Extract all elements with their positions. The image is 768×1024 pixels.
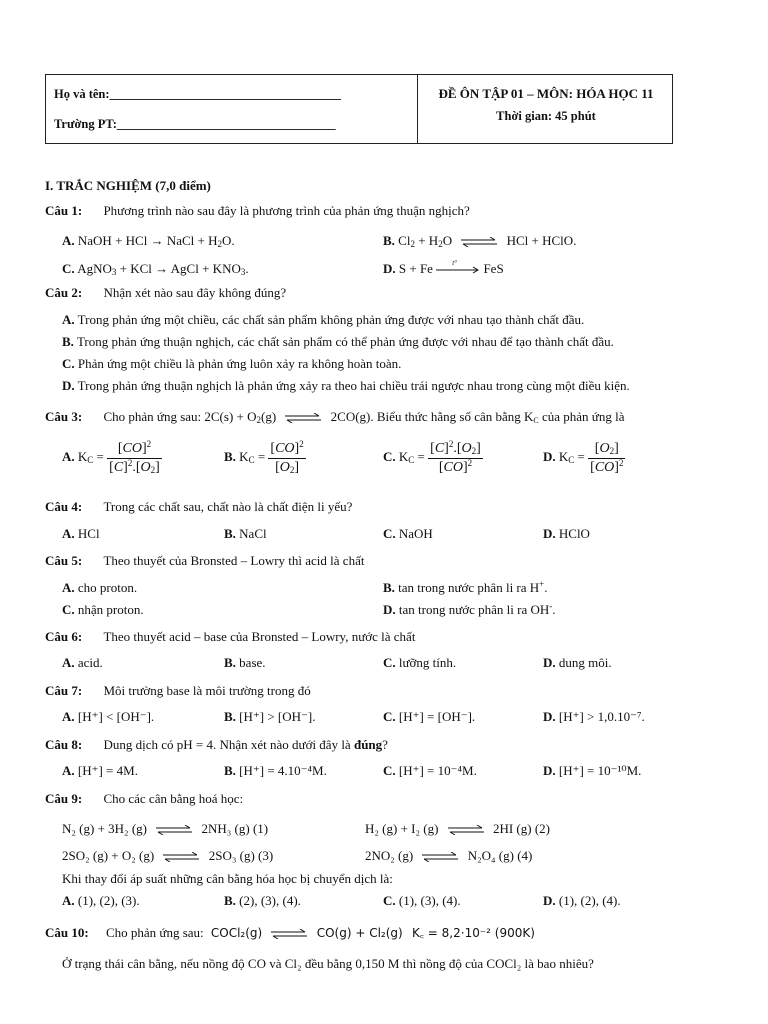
reactants-mid: + KCl [116, 261, 152, 276]
k-symbol: K [558, 449, 569, 464]
option-2c[interactable] [62, 356, 401, 371]
question-number: Câu 2: [45, 285, 83, 300]
option-text: [H⁺] > 1,0.10⁻⁷. [558, 709, 645, 724]
question-number: Câu 1: [45, 203, 83, 218]
option-letter: C. [62, 356, 75, 371]
kc-fraction: $\frac{[CO]^2}{[C]^2.[O_2]}$ [109, 438, 160, 475]
option-letter: A. [62, 763, 75, 778]
option-text: HClO [558, 526, 590, 541]
option-5a[interactable] [62, 580, 137, 595]
name-field[interactable] [54, 87, 341, 102]
option-letter: A. [62, 449, 75, 464]
products: AgCl + KNO [170, 261, 241, 276]
condition-label: t° [452, 259, 457, 268]
option-8b[interactable] [224, 763, 327, 778]
option-3a[interactable] [62, 438, 162, 476]
option-letter: B. [224, 763, 236, 778]
reactants-tail: O [442, 233, 453, 248]
question-text-4: của phản ứng là [538, 409, 625, 424]
option-letter: B. [383, 580, 395, 595]
option-letter: D. [383, 261, 396, 276]
question-text: Phương trình nào sau đây là phương trình của phản ứng thuận nghịch? [103, 203, 470, 218]
option-7a[interactable] [62, 709, 154, 724]
option-letter: A. [62, 312, 75, 327]
option-text: base. [239, 655, 266, 670]
option-text: (1), (2), (3). [77, 893, 140, 908]
option-9c[interactable] [383, 893, 461, 908]
option-text: acid. [77, 655, 103, 670]
option-letter: B. [383, 233, 395, 248]
reactants: NaOH + HCl [77, 233, 148, 248]
question-number: Câu 5: [45, 553, 83, 568]
question-text-3: 2CO(g). Biểu thức hằng số cân bằng K [330, 409, 534, 424]
equilibrium-arrow-icon [420, 852, 460, 862]
question-9 [45, 791, 243, 806]
question-text: Dung dịch có pH = 4. Nhận xét nào dưới đây là [103, 737, 354, 752]
equation-right: 2NH₃ (g) (1) [201, 821, 269, 836]
equilibrium-4 [365, 848, 532, 863]
question-text: Môi trường base là môi trường trong đó [103, 683, 311, 698]
option-3b[interactable] [224, 438, 306, 476]
option-letter: C. [383, 449, 396, 464]
reactants: Cl [398, 233, 411, 248]
question-text-2: (g) [261, 409, 277, 424]
question-text: Theo thuyết của Bronsted – Lowry thì acid là chất [103, 553, 365, 568]
option-text: [H⁺] > [OH⁻]. [239, 709, 316, 724]
question-text: Cho các cân bằng hoá học: [103, 791, 244, 806]
question-number: Câu 4: [45, 499, 83, 514]
option-8c[interactable] [383, 763, 477, 778]
option-letter: D. [543, 449, 556, 464]
option-6d[interactable] [543, 655, 612, 670]
option-text: [H⁺] = 10⁻¹⁰M. [558, 763, 642, 778]
equation-left: 2SO₂ (g) + O₂ (g) [62, 848, 155, 863]
reactants-mid: + H [414, 233, 439, 248]
equilibrium-arrow-icon [154, 825, 194, 835]
option-4a[interactable] [62, 526, 100, 541]
question-9-prompt: Khi thay đổi áp suất những cân bằng hóa học bị chuyển dịch là: [62, 871, 393, 886]
question-text: Cho phản ứng sau: 2C(s) + O [103, 409, 257, 424]
question-number: Câu 7: [45, 683, 83, 698]
right-arrow-icon: → [150, 233, 164, 248]
products-tail: . [245, 261, 249, 276]
question-4 [45, 499, 352, 514]
option-7c[interactable] [383, 709, 475, 724]
option-9b[interactable] [224, 893, 301, 908]
question-1 [45, 203, 470, 218]
option-letter: D. [383, 602, 396, 617]
equilibrium-2 [365, 821, 550, 836]
option-letter: B. [224, 449, 236, 464]
option-letter: B. [224, 893, 236, 908]
equation-left: COCl₂(g) [210, 926, 263, 940]
exam-time: Thời gian: 45 phút [496, 109, 596, 123]
equals-sign: = [93, 449, 104, 464]
option-text: [H⁺] = 4M. [77, 763, 138, 778]
kc-value: K꜀ = 8,2·10⁻² (900K) [411, 926, 535, 940]
option-1b[interactable]: B. $Cl_2 + H_2O$ HCl + HClO. [383, 233, 577, 249]
option-text: Phản ứng một chiều là phản ứng luôn xảy ra không hoàn toàn. [77, 356, 402, 371]
question-5 [45, 553, 364, 568]
equals-sign: = [414, 449, 425, 464]
school-label: Trường PT: [54, 117, 117, 131]
option-text: [H⁺] < [OH⁻]. [77, 709, 155, 724]
kc-subscript: C [533, 416, 539, 425]
k-symbol: K [239, 449, 249, 464]
question-8 [45, 737, 388, 752]
question-emphasis: đúng [353, 737, 383, 752]
option-6b[interactable] [224, 655, 266, 670]
equation-left: N₂ (g) + 3H₂ (g) [62, 821, 147, 836]
option-7d[interactable] [543, 709, 645, 724]
name-label: Họ và tên: [54, 87, 110, 101]
header-box [45, 74, 673, 144]
option-1a[interactable]: A. NaOH + HCl → NaCl + $H_2O$. [62, 233, 235, 249]
option-4b[interactable] [224, 526, 267, 541]
option-letter: D. [62, 378, 75, 393]
equals-sign: = [254, 449, 266, 464]
option-text: (2), (3), (4). [239, 893, 301, 908]
option-letter: C. [383, 709, 396, 724]
equilibrium-arrow-icon [161, 852, 201, 862]
k-subscript: C [408, 455, 415, 465]
school-line: ___________________________________ [116, 117, 336, 131]
question-text: Nhận xét nào sau đây không đúng? [103, 285, 287, 300]
option-7b[interactable] [224, 709, 315, 724]
equilibrium-arrow-icon [459, 237, 499, 247]
equation-right: 2HI (g) (2) [492, 821, 550, 836]
k-subscript: C [248, 455, 255, 465]
option-text: lưỡng tính. [398, 655, 457, 670]
right-arrow-icon: → [155, 261, 169, 276]
option-text: (1), (3), (4). [398, 893, 461, 908]
option-letter: A. [62, 655, 75, 670]
option-letter: B. [224, 655, 236, 670]
option-9d[interactable] [543, 893, 621, 908]
option-letter: B. [62, 334, 74, 349]
kc-fraction: $\frac{[C]^2.[O_2]}{[CO]^2}$ [430, 438, 481, 475]
option-text: nhận proton. [77, 602, 144, 617]
option-text: Trong phản ứng thuận nghịch là phản ứng xảy ra theo hai chiều trái ngược nhau trong cùng một điều kiện. [77, 378, 630, 393]
equation-right: 2SO₃ (g) (3) [208, 848, 274, 863]
option-8a[interactable] [62, 763, 138, 778]
option-6a[interactable] [62, 655, 103, 670]
option-letter: D. [543, 655, 556, 670]
question-10-text: Ở trạng thái cân bằng, nếu nồng độ CO và Cl₂ đều bằng 0,150 M thì nồng độ của COCl₂ là bao nhiêu? [62, 956, 594, 971]
option-letter: D. [543, 893, 556, 908]
kc-fraction: $\frac{[O_2]}{[CO]^2}$ [590, 440, 624, 475]
option-letter: A. [62, 526, 75, 541]
question-2 [45, 285, 286, 300]
option-letter: C. [383, 893, 396, 908]
equilibrium-arrow-icon [283, 413, 323, 423]
question-text: Cho phản ứng sau: [105, 925, 204, 940]
option-text: (1), (2), (4). [558, 893, 621, 908]
option-6c[interactable] [383, 655, 456, 670]
question-text: Theo thuyết acid – base của Bronsted – Lowry, nước là chất [103, 629, 416, 644]
products: FeS [483, 261, 504, 276]
exam-title: ĐỀ ÔN TẬP 01 – MÔN: HÓA HỌC 11 [438, 86, 654, 101]
school-field[interactable] [54, 117, 336, 132]
k-subscript: C [568, 455, 575, 465]
equals-sign: = [574, 449, 585, 464]
products: NaCl + H [166, 233, 218, 248]
option-text: [H⁺] = [OH⁻]. [398, 709, 476, 724]
question-7 [45, 683, 311, 698]
option-text: cho proton. [77, 580, 138, 595]
question-3: Câu 3: Cho phản ứng sau: $2C(s) + O_2(g)$ 2CO(g). Biểu thức hằng số cân bằng $K_C$ của phản ứng là [45, 409, 625, 425]
question-number: Câu 10: [45, 925, 89, 940]
section-title: I. TRẮC NGHIỆM (7,0 điểm) [45, 178, 211, 193]
option-letter: B. [224, 709, 236, 724]
products-tail: O. [222, 233, 235, 248]
equilibrium-1 [62, 821, 268, 836]
option-text: Trong phản ứng một chiều, các chất sản phẩm không phản ứng được với nhau tạo thành chất đầu. [77, 312, 585, 327]
question-number: Câu 3: [45, 409, 83, 424]
option-letter: D. [543, 526, 556, 541]
option-text: tan trong nước phân li ra H [398, 580, 540, 595]
option-4c[interactable] [383, 526, 433, 541]
option-letter: A. [62, 893, 75, 908]
option-letter: C. [62, 602, 75, 617]
option-9a[interactable] [62, 893, 140, 908]
products: HCl + HClO. [506, 233, 577, 248]
option-1c[interactable]: C. AgNO$_3$ + KCl → AgCl + $KNO_3$. [62, 261, 249, 277]
equilibrium-arrow-icon [269, 929, 309, 939]
option-2d[interactable] [62, 378, 630, 393]
k-subscript: C [87, 455, 94, 465]
option-text: NaOH [398, 526, 433, 541]
equation-right: N₂O₄ (g) (4) [467, 848, 533, 863]
question-text: Trong các chất sau, chất nào là chất điện li yếu? [103, 499, 353, 514]
option-letter: C. [383, 526, 396, 541]
option-text: [H⁺] = 4.10⁻⁴M. [239, 763, 327, 778]
name-line: _____________________________________ [109, 87, 341, 101]
option-5b[interactable]: B. tan trong nước phân li ra H+. [383, 579, 548, 595]
option-8d[interactable] [543, 763, 641, 778]
option-5c[interactable] [62, 602, 144, 617]
equation-left: H₂ (g) + I₂ (g) [365, 821, 439, 836]
option-2a[interactable] [62, 312, 584, 327]
option-5d[interactable]: D. tan trong nước phân li ra OH-. [383, 601, 556, 617]
question-number: Câu 6: [45, 629, 83, 644]
k-symbol: K [77, 449, 88, 464]
option-1d[interactable] [383, 261, 504, 277]
option-4d[interactable] [543, 526, 590, 541]
option-letter: A. [62, 580, 75, 595]
reactants: AgNO [77, 261, 112, 276]
equation-right: CO(g) + Cl₂(g) [316, 926, 403, 940]
option-letter: D. [543, 709, 556, 724]
option-2b[interactable] [62, 334, 614, 349]
equilibrium-arrow-icon [446, 825, 486, 835]
option-text: tan trong nước phân li ra OH [398, 602, 550, 617]
option-text: NaCl [239, 526, 267, 541]
option-letter: A. [62, 233, 75, 248]
equilibrium-3 [62, 848, 273, 863]
option-letter: D. [543, 763, 556, 778]
question-10 [45, 925, 535, 941]
option-letter: C. [62, 261, 75, 276]
option-letter: B. [224, 526, 236, 541]
option-3d[interactable] [543, 438, 625, 476]
option-letter: A. [62, 709, 75, 724]
option-letter: C. [383, 763, 396, 778]
option-text: [H⁺] = 10⁻⁴M. [398, 763, 477, 778]
reactants: S + Fe [398, 261, 433, 276]
k-symbol: K [398, 449, 409, 464]
kc-fraction: $\frac{[CO]^2}{[O_2]}$ [270, 438, 304, 475]
equation-left: 2NO₂ (g) [365, 848, 414, 863]
question-number: Câu 9: [45, 791, 83, 806]
question-text-end: ? [382, 737, 388, 752]
option-letter: C. [383, 655, 396, 670]
option-3c[interactable] [383, 438, 483, 476]
option-text: HCl [77, 526, 100, 541]
heat-arrow-icon [436, 259, 480, 277]
option-text: Trong phản ứng thuận nghịch, các chất sản phẩm có thể phản ứng được với nhau để tạo thành chất đầu. [76, 334, 614, 349]
option-text: dung môi. [558, 655, 612, 670]
question-number: Câu 8: [45, 737, 83, 752]
question-6 [45, 629, 415, 644]
